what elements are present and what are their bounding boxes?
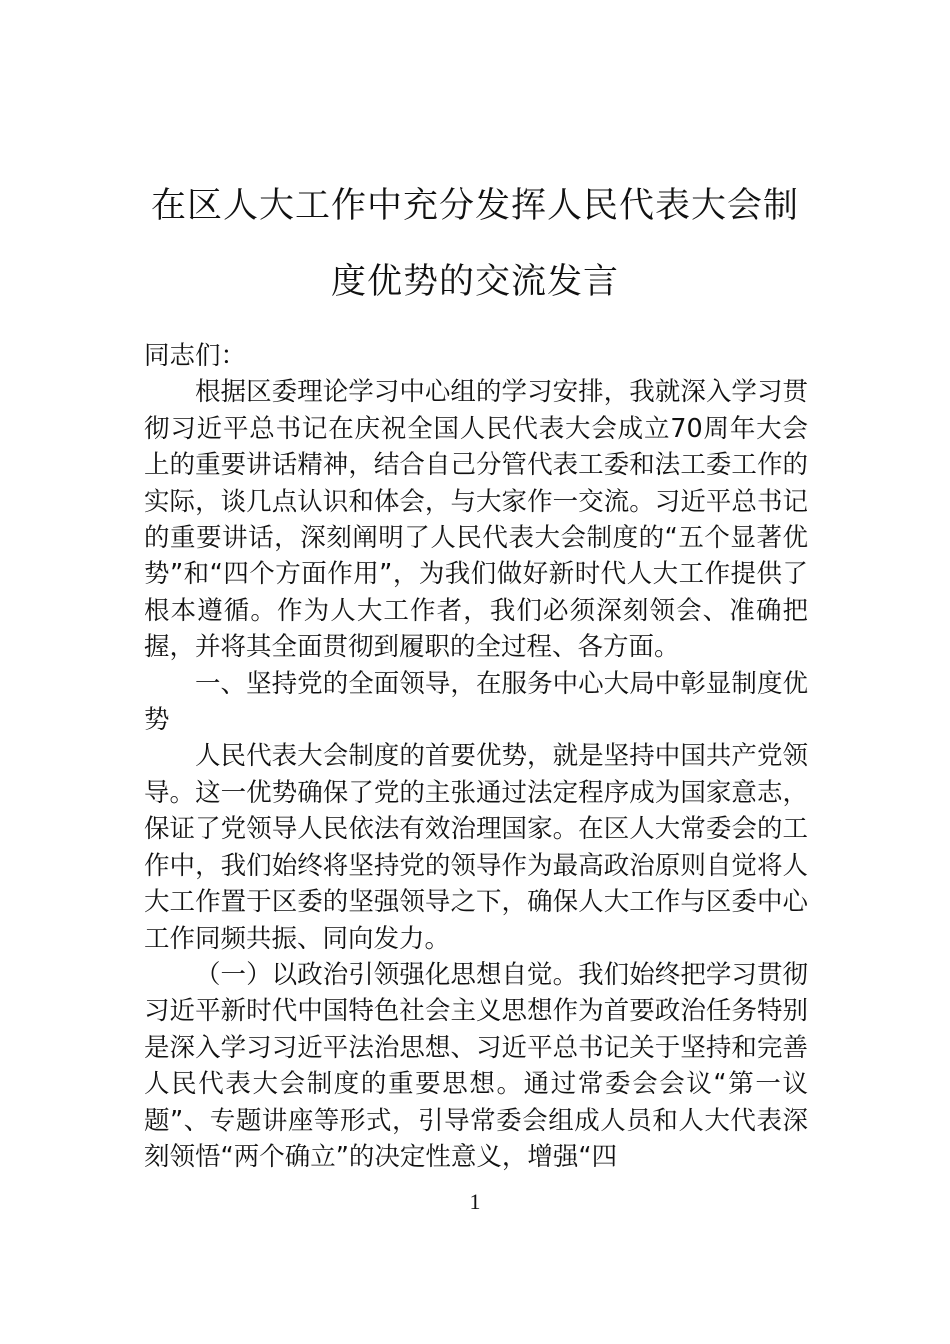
section-heading: 一、坚持党的全面领导，在服务中心大局中彰显制度优势	[144, 668, 808, 736]
paragraph-subsection-1: （一）以政治引领强化思想自觉。我们始终把学习贯彻习近平新时代中国特色社会主义思想作为首要政治任务特别是深入学习习近平法治思想、习近平总书记关于坚持和完善人民代表大会制度的重要思想。通过常委会会议“第一议题”、专题讲座等形式，引导常委会组成人员和人大代表深刻领悟“两个确立”的决定性意义，增强“四	[144, 959, 808, 1172]
title-line-2: 度优势的交流发言	[330, 262, 619, 302]
document-title	[130, 168, 820, 320]
paragraph-intro: 根据区委理论学习中心组的学习安排，我就深入学习贯彻习近平总书记在庆祝全国人民代表大会成立70周年大会上的重要讲话精神，结合自己分管代表工委和法工委工作的实际，谈几点认识和体会，与大家作一交流。习近平总书记的重要讲话，深刻阐明了人民代表大会制度的“五个显著优势”和“四个方面作用”，为我们做好新时代人大工作提供了根本遵循。作为人大工作者，我们必须深刻领会、准确把握，并将其全面贯彻到履职的全过程、各方面。	[144, 377, 808, 663]
document-body	[144, 338, 808, 1175]
paragraph-section-1: 人民代表大会制度的首要优势，就是坚持中国共产党领导。这一优势确保了党的主张通过法定程序成为国家意志，保证了党领导人民依法有效治理国家。在区人大常委会的工作中，我们始终将坚持党的领导作为最高政治原则自觉将人大工作置于区委的坚强领导之下，确保人大工作与区委中心工作同频共振、同向发力。	[144, 741, 808, 954]
page-number: 1	[469, 1189, 481, 1214]
salutation: 同志们：	[144, 341, 247, 371]
title-line-1: 在区人大工作中充分发挥人民代表大会制	[150, 186, 799, 226]
